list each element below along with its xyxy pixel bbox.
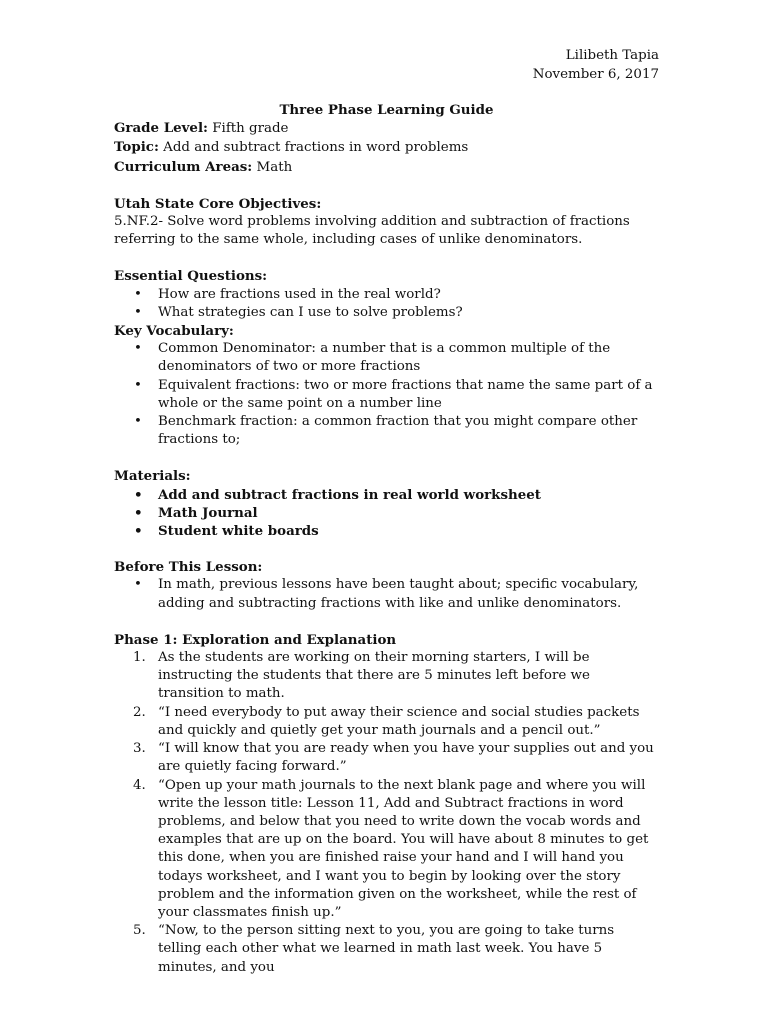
before-lesson-heading: Before This Lesson: (114, 559, 263, 576)
step-text: “Open up your math journals to the next blank page and where you will write the lesson title: Lesson 11, Add and Subtract fractions in word problems, and below that you need to write down the vocab words and examples that are up on the board. You will have about 8 minutes to get this done, when you are finished raise your hand and I will hand you todays worksheet, and I want you to begin by looking over the story problem and the information given on the worksheet, while the rest of your classmates finish up.” (158, 777, 649, 920)
list-item (114, 649, 659, 704)
list-item: • Add and subtract fractions in real world worksheet (114, 486, 659, 504)
essential-questions-heading: Essential Questions: (114, 268, 268, 285)
vocabulary-list (114, 340, 659, 449)
objectives-heading: Utah State Core Objectives: (114, 195, 322, 212)
step-text: “I need everybody to put away their science and social studies packets and quickly and quietly get your math journals and a pencil out.” (158, 704, 640, 738)
list-item: • In math, previous lessons have been taught about; specific vocabulary, adding and subtracting fractions with like and unlike denominators. (114, 576, 659, 612)
document-page (114, 46, 659, 977)
curriculum-value: Math (252, 159, 293, 175)
author-name: Lilibeth Tapia (565, 48, 659, 63)
list-item: • What strategies can I use to solve problems? (114, 304, 659, 322)
vocabulary-heading: Key Vocabulary: (114, 323, 234, 340)
grade-level-line (114, 119, 659, 138)
objectives-text: 5.NF.2- Solve word problems involving addition and subtraction of fractions referring to the same whole, including cases of unlike denominators. (114, 214, 630, 248)
phase1-heading: Phase 1: Exploration and Explanation (114, 631, 397, 648)
document-header (114, 46, 659, 84)
step-number: 1. (133, 650, 146, 666)
materials-heading: Materials: (114, 468, 191, 485)
list-item (114, 777, 659, 923)
list-item (114, 704, 659, 740)
list-item: • Common Denominator: a number that is a common multiple of the denominators of two or more fractions (114, 340, 659, 376)
step-number: 5. (133, 923, 146, 939)
list-item: • Math Journal (114, 504, 659, 522)
step-text: As the students are working on their morning starters, I will be instructing the students that there are 5 minutes left before we transition to math. (158, 650, 590, 702)
list-item: • Equivalent fractions: two or more fractions that name the same part of a whole or the same point on a number line (114, 377, 659, 413)
grade-level-label: Grade Level: (114, 120, 208, 137)
step-number: 3. (133, 741, 146, 757)
step-text: “Now, to the person sitting next to you, you are going to take turns telling each other what we learned in math last week. You have 5 minutes, and you (158, 923, 615, 975)
curriculum-label: Curriculum Areas: (114, 158, 253, 175)
grade-level-value: Fifth grade (207, 121, 289, 137)
document-date: November 6, 2017 (532, 67, 659, 82)
list-item: • How are fractions used in the real world? (114, 286, 659, 304)
document-title: Three Phase Learning Guide (279, 102, 494, 118)
essential-questions-list (114, 286, 659, 322)
list-item (114, 740, 659, 776)
step-number: 4. (133, 777, 146, 793)
list-item: • Benchmark fraction: a common fraction that you might compare other fractions to; (114, 413, 659, 449)
step-text: “I will know that you are ready when you have your supplies out and you are quietly facing forward.” (158, 741, 654, 775)
step-number: 2. (133, 704, 146, 720)
materials-list (114, 486, 659, 541)
before-lesson-list (114, 576, 659, 612)
topic-line (114, 138, 659, 157)
curriculum-line (114, 158, 659, 177)
topic-label: Topic: (114, 139, 159, 156)
list-item (114, 922, 659, 977)
list-item: • Student white boards (114, 522, 659, 540)
topic-value: Add and subtract fractions in word problems (158, 140, 469, 156)
phase1-steps-list (114, 649, 659, 977)
